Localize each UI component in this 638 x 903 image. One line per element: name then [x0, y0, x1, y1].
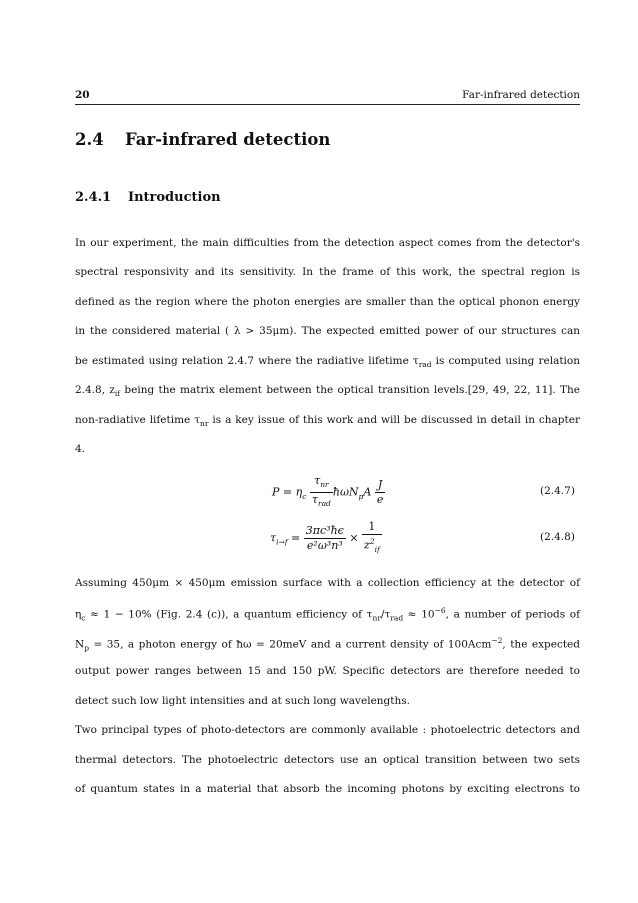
para1-line-3: defined as the region where the photon energies are smaller than the optical phonon energy — [75, 296, 580, 308]
fraction-lifetime: $\frac{\tau_{nr}}{\tau_{rad}}$ — [311, 474, 331, 509]
fraction-current: $\frac{J}{e}$ — [376, 478, 384, 507]
para1-line-6: 2.4.8, $z_{if}$ being the matrix element between the optical transition levels.[29, 49, 22, 11]. The — [75, 384, 580, 399]
fraction-radiative: $\frac{\text{3πc³ħϵ}}{\text{e²ω³n³}}$ — [305, 523, 344, 552]
section-number: 2.4 — [75, 130, 104, 149]
para2-line-1: Assuming 450μm × 450μm emission surface with a collection efficiency at the detector of — [75, 577, 580, 589]
section-title-text: Far-infrared detection — [125, 130, 331, 149]
para2-line-4: output power ranges between 15 and 150 pW. Specific detectors are therefore needed to — [75, 665, 580, 677]
running-title: Far-infrared detection — [462, 89, 580, 101]
para1-line-5: be estimated using relation 2.4.7 where the radiative lifetime $\tau_{rad}$ is computed using relation — [75, 355, 581, 370]
header-rule — [75, 104, 580, 105]
page-number: 20 — [75, 89, 90, 101]
para1-line-7: non-radiative lifetime $\tau_{nr}$ is a key issue of this work and will be discussed in detail in chapter — [75, 414, 580, 429]
para3-line-2: thermal detectors. The photoelectric detectors use an optical transition between two sets — [75, 754, 580, 766]
section-heading — [75, 130, 330, 149]
para2-line-2: $\eta_c \approx 1 - 10\%$ (Fig. 2.4 (c)), a quantum efficiency of $\tau_{nr}/\tau_{rad} \approx 10^{-6}$, a number of periods of — [75, 606, 580, 623]
para3-line-1: Two principal types of photo-detectors are commonly available : photoelectric detectors and — [75, 724, 580, 736]
para3-line-3: of quantum states in a material that absorb the incoming photons by exciting electrons to — [75, 783, 580, 795]
para1-line-1: In our experiment, the main difficulties from the detection aspect comes from the detector's — [75, 237, 580, 249]
equation-2-4-8: $\tau_{i\to f}$ = $\frac{\text{3πc³ħϵ}}{\text{e²ω³n³}}$ × $\frac{1}{z^2_{if}}$ — [270, 520, 382, 557]
subsection-heading — [75, 190, 221, 205]
para1-line-2: spectral responsivity and its sensitivity. In the frame of this work, the spectral region is — [75, 266, 580, 278]
subsection-number: 2.4.1 — [75, 190, 112, 205]
equation-label-2-4-8: (2.4.8) — [540, 531, 575, 543]
para2-line-5: detect such low light intensities and at such long wavelengths. — [75, 695, 410, 707]
fraction-matrix-element: $\frac{1}{z^2_{if}}$ — [364, 520, 380, 554]
equation-label-2-4-7: (2.4.7) — [540, 485, 575, 497]
equation-2-4-7: $P = \eta_c$ $\frac{\tau_{nr}}{\tau_{rad}}$ ħωN$_p$A $\frac{J}{e}$ — [272, 474, 385, 511]
para1-line-8: 4. — [75, 443, 86, 455]
para1-line-4: in the considered material ( λ > 35μm). The expected emitted power of our structures can — [75, 325, 580, 337]
para2-line-3: $N_p = 35$, a photon energy of ħω = 20meV and a current density of 100Acm$^{-2}$, the expected — [75, 636, 580, 653]
subsection-title-text: Introduction — [128, 190, 221, 205]
